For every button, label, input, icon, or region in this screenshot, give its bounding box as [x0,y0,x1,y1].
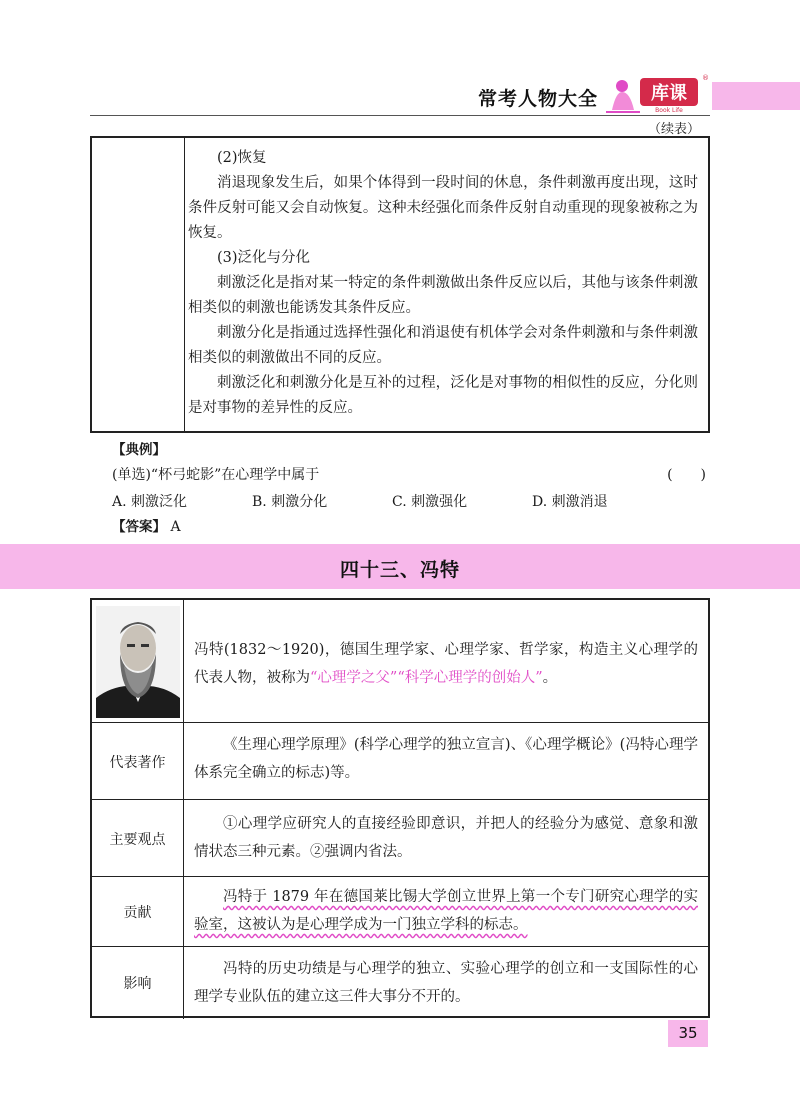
registered-mark: ® [702,74,709,82]
answer-line [112,515,712,540]
row-text [194,810,698,866]
option-d: D. 刺激消退 [532,494,608,510]
example-question: (单选)“杯弓蛇影”在心理学中属于 [112,467,320,483]
example-label: 【典例】 [112,442,166,458]
row-text [194,955,698,1011]
answer-label: 【答案】 [112,519,166,535]
row-label: 影响 [92,947,184,1019]
page-number: 35 [668,1020,708,1047]
row-text-contribution: 冯特于 1879 年在德国莱比锡大学创立世界上第一个专门研究心理学的实验室，这被认为是心理学成为一门独立学科的标志。 [194,889,698,933]
table-row-works [92,722,708,800]
paragraph-generalization: 刺激泛化是指对某一特定的条件刺激做出条件反应以后，其他与该条件刺激相类似的刺激也能诱发其条件反应。 [188,275,698,316]
option-a: A. 刺激泛化 [112,494,188,510]
continued-table-content [188,146,698,421]
table-row-contribution [92,876,708,947]
table-row-influence [92,946,708,1019]
wundt-table [90,598,710,1018]
row-text-influence: 冯特的历史功绩是与心理学的独立、实验心理学的创立和一支国际性的心理学专业队伍的建立这三件大事分不开的。 [194,961,698,1005]
continuation-note: （续表） [647,122,700,137]
table-row-views [92,799,708,877]
intro-text [194,636,698,692]
header-rule [90,115,710,116]
row-label: 主要观点 [92,800,184,877]
row-label: 代表著作 [92,723,184,800]
publisher-logo [598,70,710,116]
answer-blank: ( ) [667,467,706,483]
row-text [194,883,698,939]
example-options [112,490,712,515]
portrait-cell [92,600,184,722]
section-title: 四十三、冯特 [339,559,460,581]
table-row-intro [92,600,708,722]
logo-text: 库课 [651,83,687,104]
option-b: B. 刺激分化 [252,494,328,510]
subheading-generalization: (3)泛化与分化 [217,250,311,266]
paragraph-discrimination: 刺激分化是指通过选择性强化和消退使有机体学会对条件刺激和与条件刺激相类似的刺激做出不同的反应。 [188,325,698,366]
row-label: 贡献 [92,877,184,947]
paragraph-recovery: 消退现象发生后，如果个体得到一段时间的休息，条件刺激再度出现，这时条件反射可能又会自动恢复。这种未经强化而条件反射自动重现的现象被称之为恢复。 [188,175,698,241]
option-c: C. 刺激强化 [392,494,468,510]
answer-value: A [170,519,181,535]
wundt-portrait [96,606,180,718]
row-text [194,731,698,787]
title-father-of-psychology: “心理学之父” [310,670,398,686]
section-header-bar [0,544,800,589]
header-accent-stripe [712,82,800,110]
example-question-line [112,463,712,488]
title-founder-scientific-psychology: “科学心理学的创始人” [397,670,543,686]
row-text-works: 《生理心理学原理》(科学心理学的独立宣言)、《心理学概论》(冯特心理学体系完全确立的标志)等。 [194,737,698,781]
example-block [112,438,712,540]
subheading-recovery: (2)恢复 [217,150,267,166]
intro-after: 。 [542,670,558,686]
intro-before: 冯特(1832～1920)，德国生理学家、心理学家、哲学家，构造主义心理学的代表人物，被称为 [194,642,698,686]
row-text-views: ①心理学应研究人的直接经验即意识，并把人的经验分为感觉、意象和激情状态三种元素。②强调内省法。 [194,816,698,860]
book-title: 常考人物大全 [478,88,599,110]
paragraph-complementary: 刺激泛化和刺激分化是互补的过程，泛化是对事物的相似性的反应，分化则是对事物的差异性的反应。 [188,375,698,416]
continued-table-label-cell [92,138,185,431]
logo-subtext: Book Life [655,107,683,114]
continued-table [90,136,710,433]
